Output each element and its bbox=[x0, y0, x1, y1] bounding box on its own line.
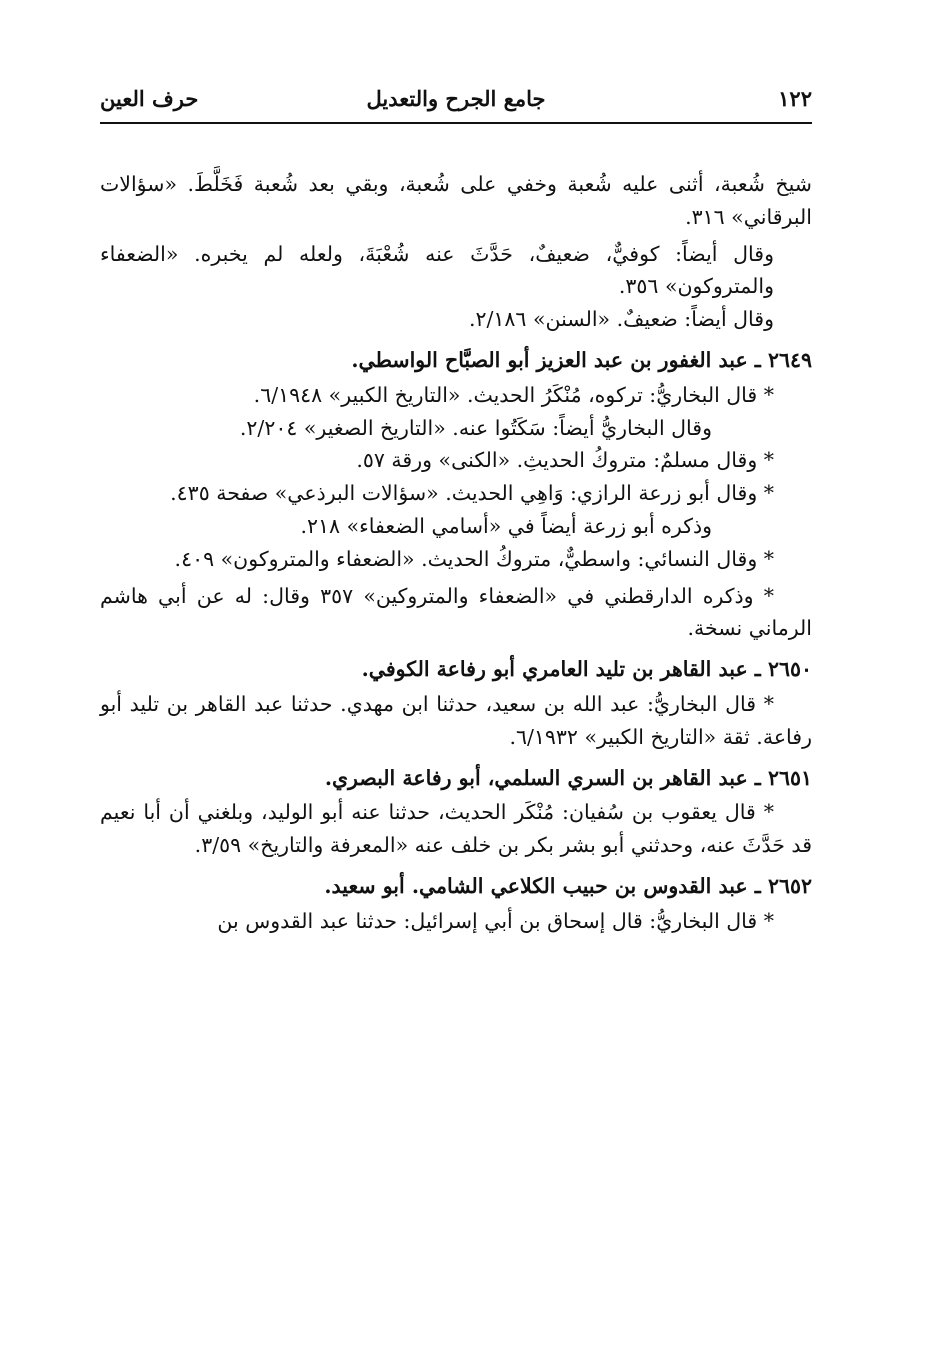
paragraph: * وقال أبو زرعة الرازي: وَاهِي الحديث. «سؤالات البرذعي» صفحة ٤٣٥. bbox=[170, 481, 774, 506]
paragraph: * قال البخاريُّ: تركوه، مُنْكَرُ الحديث. «التاريخ الكبير» ٦/١٩٤٨. bbox=[253, 382, 774, 407]
paragraph: وقال أيضاً: ضعيفٌ. «السنن» ٢/١٨٦. bbox=[468, 307, 774, 332]
paragraph: * وقال النسائي: واسطيٌّ، متروكُ الحديث. «الضعفاء والمتروكون» ٤٠٩. bbox=[174, 546, 774, 571]
paragraph: * وذكره الدارقطني في «الضعفاء والمتروكين» ٣٥٧ وقال: له عن أبي هاشم الرماني نسخة. bbox=[100, 583, 812, 641]
book-title: جامع الجرح والتعديل bbox=[366, 86, 546, 111]
entry-heading: ٢٦٥٢ ـ عبد القدوس بن حبيب الكلاعي الشامي. أبو سعيد. bbox=[324, 873, 812, 898]
paragraph: وقال أيضاً: كوفيٌّ، ضعيفٌ، حَدَّثَ عنه شُعْبَةَ، ولعله لم يخبره. «الضعفاء والمتروكون» ٣٥٦. bbox=[100, 241, 774, 299]
paragraph: وذكره أبو زرعة أيضاً في «أسامي الضعفاء» ٢١٨. bbox=[300, 513, 712, 538]
entry-heading: ٢٦٤٩ ـ عبد الغفور بن عبد العزيز أبو الصبَّاح الواسطي. bbox=[351, 347, 812, 372]
entry-heading: ٢٦٥٠ ـ عبد القاهر بن تليد العامري أبو رفاعة الكوفي. bbox=[361, 657, 812, 682]
paragraph: * قال البخاريُّ: عبد الله بن سعيد، حدثنا ابن مهدي. حدثنا عبد القاهر بن تليد أبو رفاعة. ثقة «التاريخ الكبير» ٦/١٩٣٢. bbox=[100, 691, 812, 749]
page-number: ١٢٢ bbox=[778, 86, 812, 111]
paragraph: * قال البخاريُّ: قال إسحاق بن أبي إسرائيل: حدثنا عبد القدوس بن bbox=[217, 908, 774, 933]
paragraph: * قال يعقوب بن سُفيان: مُنْكَر الحديث، حدثنا عنه أبو الوليد، وبلغني أن أبا نعيم قد حَدَّثَ عنه، وحدثني أبو بشر بكر بن خلف عنه «المعرفة والتاريخ» ٣/٥٩. bbox=[100, 800, 812, 858]
paragraph: شيخ شُعبة، أثنى عليه شُعبة وخفي على شُعبة، وبقي بعد شُعبة فَخَلَّطَ. «سؤالات البرقاني» ٣١٦. bbox=[100, 172, 812, 229]
section-title: حرف العين bbox=[100, 86, 199, 111]
entry-heading: ٢٦٥١ ـ عبد القاهر بن السري السلمي، أبو رفاعة البصري. bbox=[324, 765, 812, 790]
header-rule bbox=[100, 122, 812, 124]
paragraph: * وقال مسلمٌ: متروكُ الحديثِ. «الكنى» ورقة ٥٧. bbox=[356, 448, 774, 473]
page-body bbox=[100, 168, 812, 938]
paragraph: وقال البخاريُّ أيضاً: سَكَتُوا عنه. «التاريخ الصغير» ٢/٢٠٤. bbox=[239, 415, 712, 440]
page-header bbox=[100, 82, 812, 122]
